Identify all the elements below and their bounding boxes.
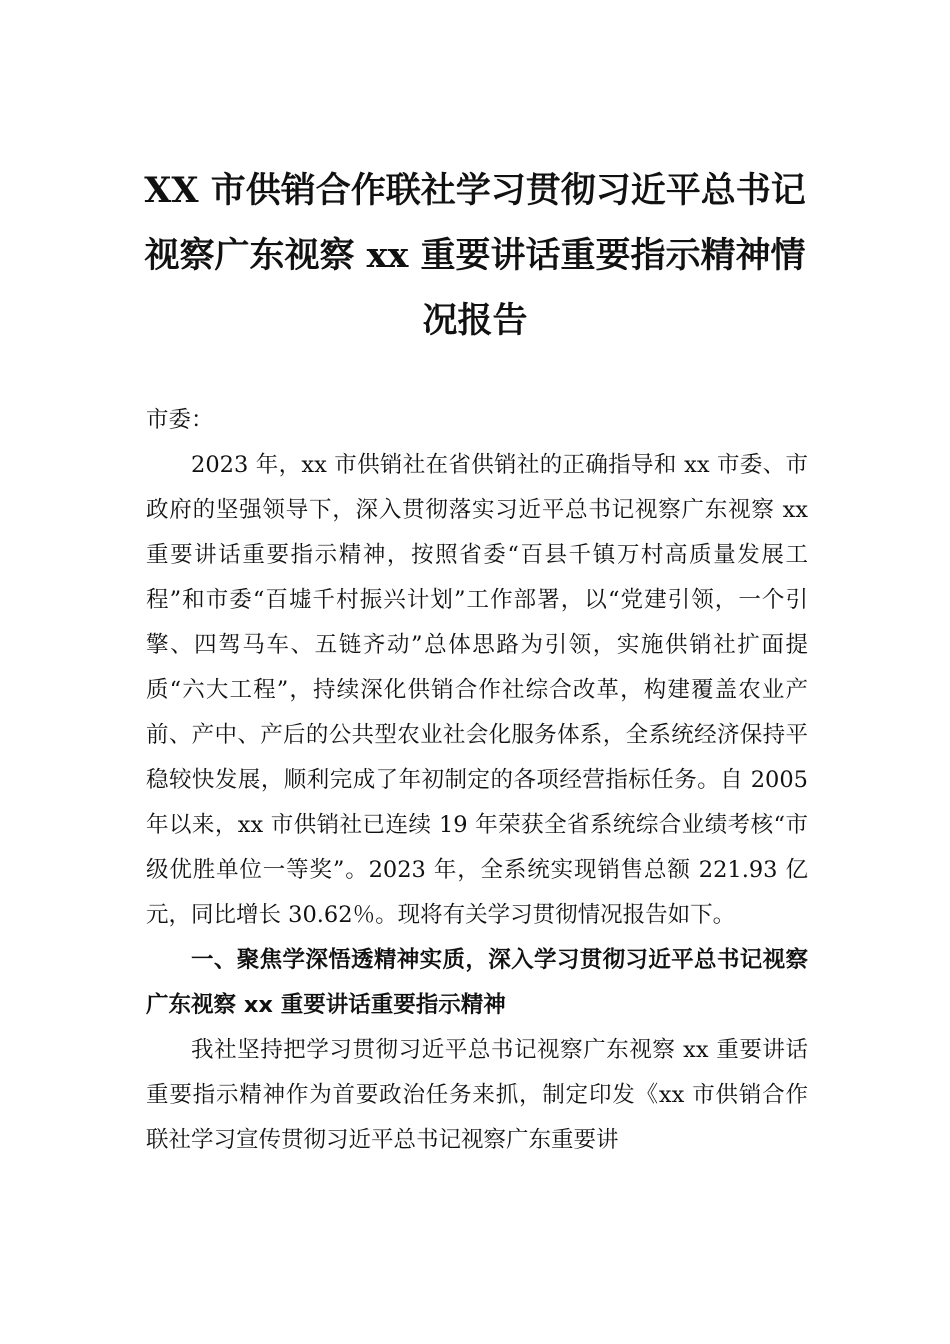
title-line-3: 况报告 [422, 300, 528, 341]
document-body [146, 398, 808, 1163]
section-heading: 一、聚焦学深悟透精神实质，深入学习贯彻习近平总书记视察广东视察 xx 重要讲话重要指示精神 [146, 947, 808, 1018]
section-paragraph: 我社坚持把学习贯彻习近平总书记视察广东视察 xx 重要讲话重要指示精神作为首要政治任务来抓，制定印发《xx 市供销合作联社学习宣传贯彻习近平总书记视察广东重要讲 [146, 1037, 808, 1153]
title-line-1: XX 市供销合作联社学习贯彻习近平总书记 [144, 170, 806, 211]
document-title [140, 158, 810, 353]
intro-paragraph: 2023 年，xx 市供销社在省供销社的正确指导和 xx 市委、市政府的坚强领导下，深入贯彻落实习近平总书记视察广东视察 xx 重要讲话重要指示精神，按照省委“百县千镇万村高质量发展工程”和市委“百墟千村振兴计划”工作部署，以“党建引领，一个引擎、四驾马车、五链齐动”总体思路为引领，实施供销社扩面提质“六大工程”，持续深化供销合作社综合改革，构建覆盖农业产前、产中、产后的公共型农业社会化服务体系，全系统经济保持平稳较快发展，顺利完成了年初制定的各项经营指标任务。自 2005 年以来，xx 市供销社已连续 19 年荣获全省系统综合业绩考核“市级优胜单位一等奖”。2023 年，全系统实现销售总额 221.93 亿元，同比增长 30.62％。现将有关学习贯彻情况报告如下。 [146, 452, 808, 928]
salutation: 市委： [146, 407, 214, 433]
title-line-2: 视察广东视察 xx 重要讲话重要指示精神情 [144, 235, 806, 276]
